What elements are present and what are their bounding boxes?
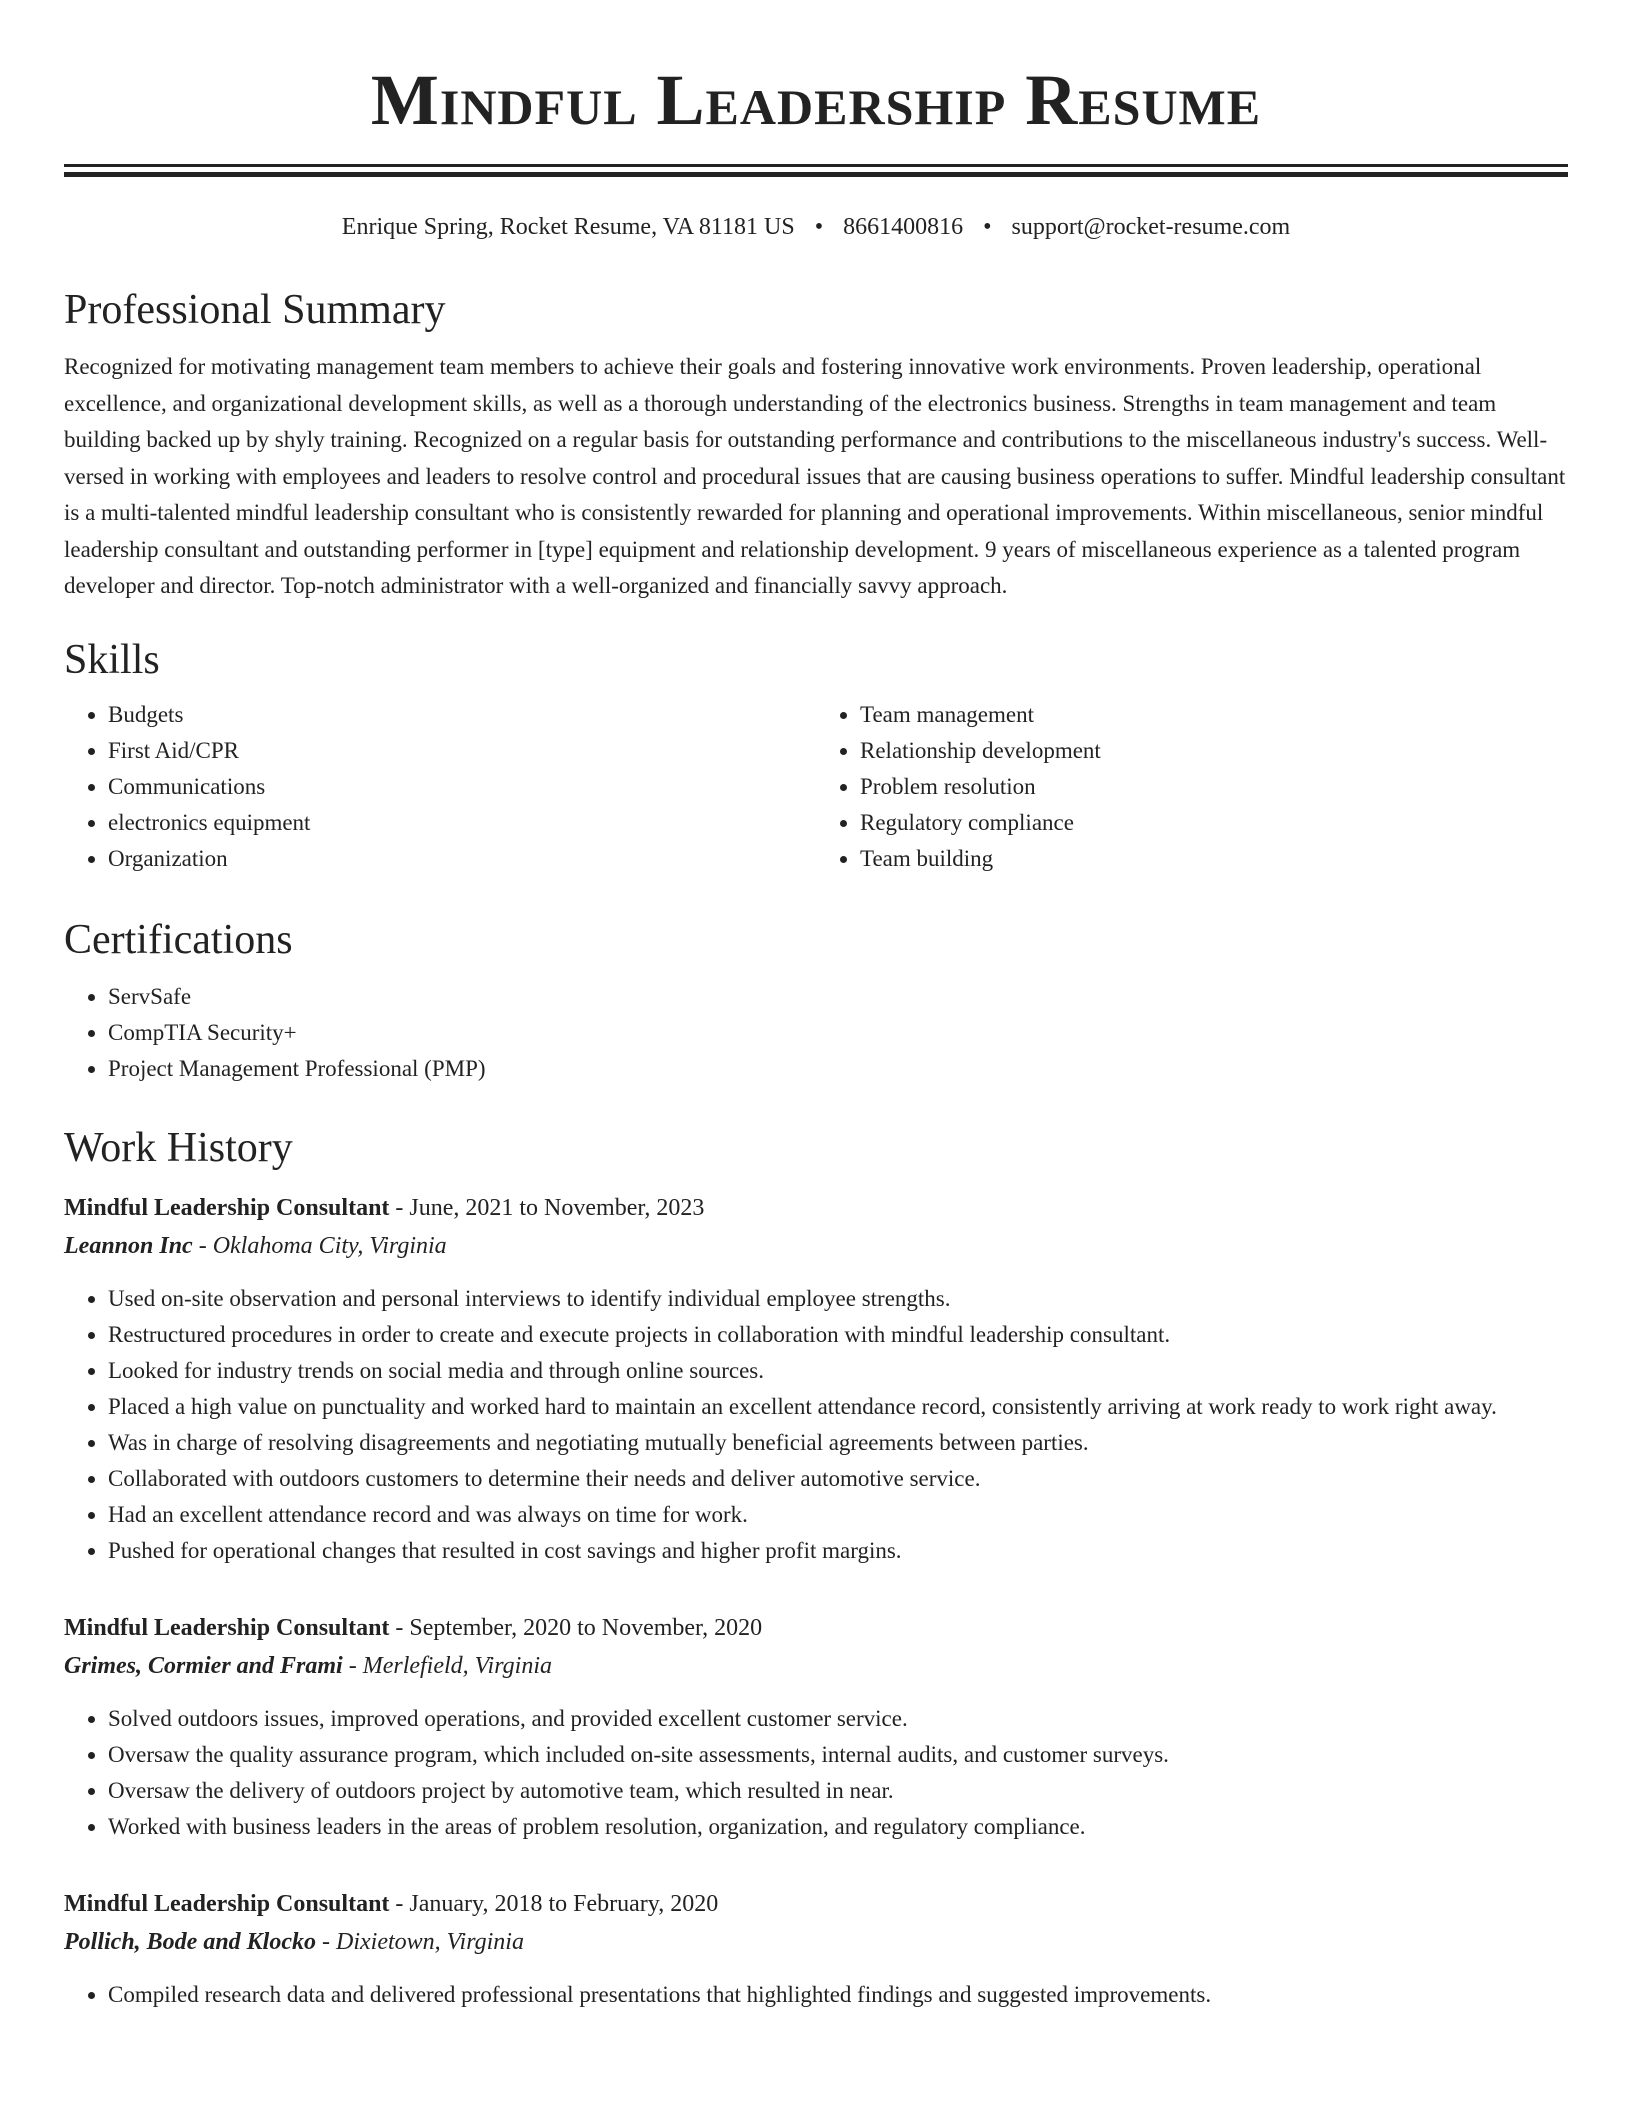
certifications-list <box>64 979 1568 1087</box>
job-company-line <box>64 1227 1568 1265</box>
list-item: • Was in charge of resolving disagreements and negotiating mutually beneficial agreements between parties. <box>108 1425 1568 1461</box>
job-entry <box>64 1189 1568 1569</box>
job-header <box>64 1609 1568 1647</box>
contact-line <box>64 211 1568 243</box>
list-item: • CompTIA Security+ <box>108 1015 1568 1051</box>
list-item: • Solved outdoors issues, improved operations, and provided excellent customer service. <box>108 1701 1568 1737</box>
list-item: • Compiled research data and delivered professional presentations that highlighted findings and suggested improvements. <box>108 1977 1568 2013</box>
list-item: • Regulatory compliance <box>860 805 1568 841</box>
job-entry <box>64 1609 1568 1845</box>
contact-separator: • <box>983 214 992 240</box>
job-title: Mindful Leadership Consultant <box>64 1614 390 1641</box>
contact-email: support@rocket-resume.com <box>1011 214 1291 240</box>
list-item: • Placed a high value on punctuality and worked hard to maintain an excellent attendance record, consistently arriving at work ready to work right away. <box>108 1389 1568 1425</box>
job-bullets <box>64 1977 1568 2013</box>
work-history-heading: Work History <box>64 1124 293 1171</box>
contact-phone: 8661400816 <box>843 214 964 240</box>
job-title: Mindful Leadership Consultant <box>64 1194 390 1221</box>
list-item: • Oversaw the delivery of outdoors project by automotive team, which resulted in near. <box>108 1773 1568 1809</box>
list-item: • Team management <box>860 697 1568 733</box>
job-company: Pollich, Bode and Klocko <box>64 1928 316 1955</box>
list-item: • Pushed for operational changes that resulted in cost savings and higher profit margins. <box>108 1533 1568 1569</box>
list-item: • Restructured procedures in order to create and execute projects in collaboration with mindful leadership consultant. <box>108 1317 1568 1353</box>
skills-list-left <box>64 697 816 877</box>
list-item: • electronics equipment <box>108 805 816 841</box>
list-item: • Organization <box>108 841 816 877</box>
summary-text: Recognized for motivating management team members to achieve their goals and fostering innovative work environments. Proven leadership, operational excellence, and organizational development skills, as well as a thorough understanding of the electronics business. Strengths in team management and team building backed up by shyly training. Recognized on a regular basis for outstanding performance and contributions to the miscellaneous industry's success. Well-versed in working with employees and leaders to resolve control and procedural issues that are causing business operations to suffer. Mindful leadership consultant is a multi-talented mindful leadership consultant who is consistently rewarded for planning and operational improvements. Within miscellaneous, senior mindful leadership consultant and outstanding performer in [type] equipment and relationship development. 9 years of miscellaneous experience as a talented program developer and director. Top-notch administrator with a well-organized and financially savvy approach. <box>64 354 1566 598</box>
job-company-line <box>64 1647 1568 1685</box>
list-item: • Budgets <box>108 697 816 733</box>
job-entry <box>64 1885 1568 2013</box>
list-item: • Relationship development <box>860 733 1568 769</box>
skills-list-right <box>816 697 1568 877</box>
summary-heading: Professional Summary <box>64 287 446 333</box>
job-bullets <box>64 1701 1568 1845</box>
job-title: Mindful Leadership Consultant <box>64 1890 390 1917</box>
list-item: • Looked for industry trends on social media and through online sources. <box>108 1353 1568 1389</box>
job-dates: - January, 2018 to February, 2020 <box>389 1890 719 1917</box>
list-item: • Used on-site observation and personal interviews to identify individual employee strengths. <box>108 1281 1568 1317</box>
list-item: • Communications <box>108 769 816 805</box>
list-item: • Team building <box>860 841 1568 877</box>
job-location: - Merlefield, Virginia <box>342 1652 553 1679</box>
list-item: • Project Management Professional (PMP) <box>108 1051 1568 1087</box>
list-item: • Worked with business leaders in the areas of problem resolution, organization, and regulatory compliance. <box>108 1809 1568 1845</box>
job-company: Leannon Inc <box>64 1232 193 1259</box>
certifications-heading: Certifications <box>64 916 293 963</box>
skills-heading: Skills <box>64 636 160 683</box>
contact-address: Enrique Spring, Rocket Resume, VA 81181 US <box>341 214 795 240</box>
job-company-line <box>64 1923 1568 1961</box>
page-title: Mindful Leadership Resume <box>370 60 1262 140</box>
job-company: Grimes, Cormier and Frami <box>64 1652 343 1679</box>
list-item: • Oversaw the quality assurance program, which included on-site assessments, internal audits, and customer surveys. <box>108 1737 1568 1773</box>
job-header <box>64 1885 1568 1923</box>
job-location: - Dixietown, Virginia <box>316 1928 524 1955</box>
list-item: • Problem resolution <box>860 769 1568 805</box>
skills-columns <box>64 697 1568 877</box>
list-item: • ServSafe <box>108 979 1568 1015</box>
list-item: • Had an excellent attendance record and was always on time for work. <box>108 1497 1568 1533</box>
job-location: - Oklahoma City, Virginia <box>192 1232 447 1259</box>
contact-separator: • <box>814 214 824 240</box>
list-item: • Collaborated with outdoors customers to determine their needs and deliver automotive service. <box>108 1461 1568 1497</box>
list-item: • First Aid/CPR <box>108 733 816 769</box>
job-bullets <box>64 1281 1568 1569</box>
job-dates: - September, 2020 to November, 2020 <box>389 1614 763 1641</box>
title-divider-bottom <box>64 172 1568 177</box>
job-dates: - June, 2021 to November, 2023 <box>389 1194 705 1221</box>
job-header <box>64 1189 1568 1227</box>
